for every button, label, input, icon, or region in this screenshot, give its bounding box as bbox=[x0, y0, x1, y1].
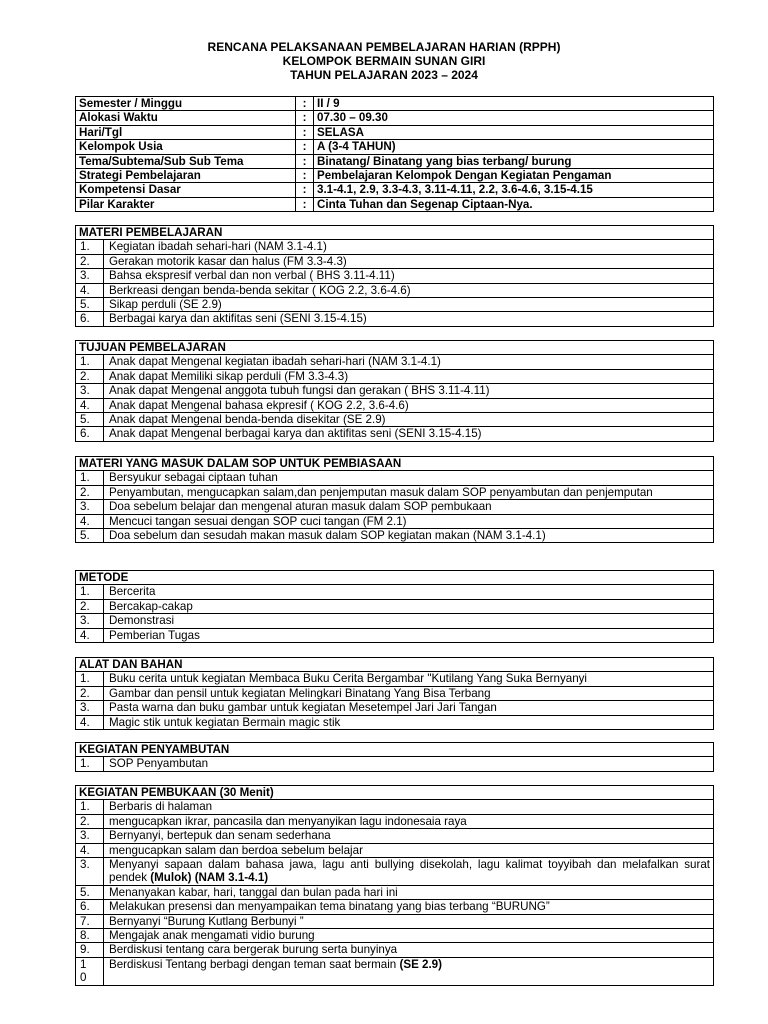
item-text: Menanyakan kabar, hari, tanggal dan bulan pada hari ini bbox=[109, 885, 398, 899]
list-item bbox=[76, 686, 714, 700]
list-item bbox=[76, 312, 714, 326]
list-item bbox=[76, 628, 714, 642]
item-number: 5. bbox=[76, 885, 104, 899]
item-text-cell bbox=[104, 900, 714, 914]
info-colon: : bbox=[296, 111, 314, 125]
item-text: Bersyukur sebagai ciptaan tuhan bbox=[109, 471, 278, 485]
item-number: 6. bbox=[76, 312, 104, 326]
item-text: Bernyanyi, bertepuk dan senam sederhana bbox=[109, 829, 331, 843]
item-text: SOP Penyambutan bbox=[109, 757, 209, 771]
item-text-cell bbox=[104, 800, 714, 814]
sop-table bbox=[75, 456, 714, 543]
list-item bbox=[76, 355, 714, 369]
item-text-cell bbox=[104, 715, 714, 729]
info-label: Alokasi Waktu bbox=[76, 111, 296, 125]
item-text: Sikap perduli (SE 2.9) bbox=[109, 298, 222, 312]
list-item bbox=[76, 369, 714, 383]
item-text: Berkreasi dengan benda-benda sekitar ( KOG 2.2, 3.6-4.6) bbox=[109, 283, 411, 297]
item-text: Berdiskusi tentang cara bergerak burung serta bunyinya bbox=[109, 943, 398, 957]
item-text-cell bbox=[104, 885, 714, 899]
item-text-cell bbox=[104, 686, 714, 700]
info-colon: : bbox=[296, 169, 314, 183]
item-text: Pemberian Tugas bbox=[109, 628, 200, 642]
info-value: 3.1-4.1, 2.9, 3.3-4.3, 3.11-4.11, 2.2, 3.6-4.6, 3.15-4.15 bbox=[314, 183, 714, 197]
item-number: 5. bbox=[76, 529, 104, 543]
item-number: 2. bbox=[76, 254, 104, 268]
item-text: Demonstrasi bbox=[109, 614, 175, 628]
list-item bbox=[76, 757, 714, 771]
list-item bbox=[76, 599, 714, 613]
item-text: Bernyanyi “Burung Kutlang Berbunyi ” bbox=[109, 914, 304, 928]
item-text-cell bbox=[104, 312, 714, 326]
list-item bbox=[76, 514, 714, 528]
item-text-cell bbox=[104, 858, 714, 886]
info-label: Semester / Minggu bbox=[76, 97, 296, 111]
alat-table bbox=[75, 657, 714, 730]
item-text-cell bbox=[104, 701, 714, 715]
info-row bbox=[76, 197, 714, 211]
list-item bbox=[76, 398, 714, 412]
item-number: 2. bbox=[76, 599, 104, 613]
item-number: 1. bbox=[76, 471, 104, 485]
item-code: (SE 2.9) bbox=[399, 957, 442, 971]
item-number: 8. bbox=[76, 929, 104, 943]
item-text: Berdiskusi Tentang berbagi dengan teman saat bermain bbox=[109, 957, 400, 971]
info-row bbox=[76, 97, 714, 111]
document-header bbox=[0, 40, 768, 82]
penyambutan-table bbox=[75, 742, 714, 772]
item-text-cell bbox=[104, 672, 714, 686]
info-row bbox=[76, 183, 714, 197]
item-text: Mencuci tangan sesuai dengan SOP cuci tangan (FM 2.1) bbox=[109, 514, 407, 528]
item-text: Doa sebelum belajar dan mengenal aturan masuk dalam SOP pembukaan bbox=[109, 500, 492, 514]
item-text-cell bbox=[104, 398, 714, 412]
list-item bbox=[76, 943, 714, 957]
penyambutan-title: KEGIATAN PENYAMBUTAN bbox=[76, 743, 714, 757]
item-number: 4. bbox=[76, 398, 104, 412]
list-item bbox=[76, 957, 714, 985]
item-number: 4. bbox=[76, 843, 104, 857]
item-number: 4. bbox=[76, 715, 104, 729]
item-text-cell bbox=[104, 298, 714, 312]
header-year: TAHUN PELAJARAN 2023 – 2024 bbox=[290, 68, 478, 82]
info-label: Pilar Karakter bbox=[76, 197, 296, 211]
item-text-cell bbox=[104, 427, 714, 441]
list-item bbox=[76, 929, 714, 943]
info-value: Cinta Tuhan dan Segenap Ciptaan-Nya. bbox=[314, 197, 714, 211]
list-item bbox=[76, 715, 714, 729]
item-text: Penyambutan, mengucapkan salam,dan penjemputan masuk dalam SOP penyambutan dan penjemputan bbox=[109, 485, 653, 499]
item-text: Gerakan motorik kasar dan halus (FM 3.3-4.3) bbox=[109, 254, 347, 268]
item-number: 2. bbox=[76, 814, 104, 828]
item-number: 5. bbox=[76, 413, 104, 427]
item-text-cell bbox=[104, 943, 714, 957]
list-item bbox=[76, 384, 714, 398]
item-number: 3. bbox=[76, 829, 104, 843]
item-number: 9. bbox=[76, 943, 104, 957]
item-code: (Mulok) (NAM 3.1-4.1) bbox=[150, 871, 269, 885]
list-item bbox=[76, 500, 714, 514]
info-value: A (3-4 TAHUN) bbox=[314, 140, 714, 154]
item-text: Gambar dan pensil untuk kegiatan Melingkari Binatang Yang Bisa Terbang bbox=[109, 686, 491, 700]
info-colon: : bbox=[296, 140, 314, 154]
item-text-cell bbox=[104, 843, 714, 857]
item-text-cell bbox=[104, 283, 714, 297]
metode-title: METODE bbox=[76, 571, 714, 585]
list-item bbox=[76, 900, 714, 914]
item-text-cell bbox=[104, 929, 714, 943]
item-text-cell bbox=[104, 957, 714, 985]
item-text-cell bbox=[104, 384, 714, 398]
item-number: 2. bbox=[76, 485, 104, 499]
item-text: Anak dapat Mengenal anggota tubuh fungsi dan gerakan ( BHS 3.11-4.11) bbox=[109, 384, 490, 398]
info-row bbox=[76, 154, 714, 168]
info-colon: : bbox=[296, 154, 314, 168]
materi-table bbox=[75, 225, 714, 327]
pembukaan-title: KEGIATAN PEMBUKAAN (30 Menit) bbox=[76, 786, 714, 800]
item-text-cell bbox=[104, 269, 714, 283]
item-text: Bercerita bbox=[109, 585, 156, 599]
item-text: Menyanyi sapaan dalam bahasa jawa, lagu anti bullying disekolah, lagu kalimat toyyibah dan melafalkan surat pendek bbox=[109, 858, 710, 885]
item-number: 1. bbox=[76, 672, 104, 686]
info-colon: : bbox=[296, 197, 314, 211]
item-text-cell bbox=[104, 413, 714, 427]
item-text-cell bbox=[104, 829, 714, 843]
item-text: Magic stik untuk kegiatan Bermain magic stik bbox=[109, 715, 341, 729]
list-item bbox=[76, 585, 714, 599]
item-text-cell bbox=[104, 814, 714, 828]
item-number: 3. bbox=[76, 384, 104, 398]
header-title: RENCANA PELAKSANAAN PEMBELAJARAN HARIAN (RPPH) bbox=[207, 40, 561, 54]
item-number: 4. bbox=[76, 514, 104, 528]
pembukaan-table bbox=[75, 785, 714, 986]
list-item bbox=[76, 885, 714, 899]
item-text: mengucapkan ikrar, pancasila dan menyanyikan lagu indonesaia raya bbox=[109, 814, 467, 828]
item-number: 1. bbox=[76, 355, 104, 369]
list-item bbox=[76, 254, 714, 268]
item-number: 3. bbox=[76, 858, 104, 886]
list-item bbox=[76, 829, 714, 843]
item-number: 2. bbox=[76, 369, 104, 383]
list-item bbox=[76, 614, 714, 628]
item-text-cell bbox=[104, 757, 714, 771]
item-number: 6. bbox=[76, 427, 104, 441]
list-item bbox=[76, 843, 714, 857]
info-row bbox=[76, 140, 714, 154]
list-item bbox=[76, 814, 714, 828]
item-text-cell bbox=[104, 529, 714, 543]
list-item bbox=[76, 298, 714, 312]
item-text: Doa sebelum dan sesudah makan masuk dalam SOP kegiatan makan (NAM 3.1-4.1) bbox=[109, 529, 546, 543]
header-school: KELOMPOK BERMAIN SUNAN GIRI bbox=[282, 54, 486, 68]
list-item bbox=[76, 269, 714, 283]
item-text-cell bbox=[104, 500, 714, 514]
info-label: Kelompok Usia bbox=[76, 140, 296, 154]
item-number: 4. bbox=[76, 628, 104, 642]
item-text-cell bbox=[104, 585, 714, 599]
item-text-cell bbox=[104, 240, 714, 254]
info-value: SELASA bbox=[314, 125, 714, 139]
item-text: Pasta warna dan buku gambar untuk kegiatan Mesetempel Jari Jari Tangan bbox=[109, 701, 497, 715]
list-item bbox=[76, 471, 714, 485]
item-number: 7. bbox=[76, 914, 104, 928]
info-row bbox=[76, 169, 714, 183]
item-text-cell bbox=[104, 628, 714, 642]
alat-title: ALAT DAN BAHAN bbox=[76, 658, 714, 672]
info-colon: : bbox=[296, 183, 314, 197]
info-table bbox=[75, 96, 714, 212]
info-row bbox=[76, 111, 714, 125]
item-number: 3. bbox=[76, 269, 104, 283]
item-text: Bahsa ekspresif verbal dan non verbal ( BHS 3.11-4.11) bbox=[109, 269, 395, 283]
item-text: Bercakap-cakap bbox=[109, 599, 193, 613]
list-item bbox=[76, 283, 714, 297]
info-value: Pembelajaran Kelompok Dengan Kegiatan Pengaman bbox=[314, 169, 714, 183]
item-number: 3. bbox=[76, 500, 104, 514]
item-number: 4. bbox=[76, 283, 104, 297]
item-number: 6. bbox=[76, 900, 104, 914]
list-item bbox=[76, 240, 714, 254]
list-item bbox=[76, 914, 714, 928]
item-text-cell bbox=[104, 369, 714, 383]
item-number: 1. bbox=[76, 800, 104, 814]
item-number: 1. bbox=[76, 240, 104, 254]
item-text-cell bbox=[104, 599, 714, 613]
info-value: 07.30 – 09.30 bbox=[314, 111, 714, 125]
item-text: Mengajak anak mengamati vidio burung bbox=[109, 929, 315, 943]
info-label: Strategi Pembelajaran bbox=[76, 169, 296, 183]
item-text: Kegiatan ibadah sehari-hari (NAM 3.1-4.1) bbox=[109, 240, 327, 254]
item-text: Berbagai karya dan aktifitas seni (SENI 3.15-4.15) bbox=[109, 312, 367, 326]
item-text-cell bbox=[104, 471, 714, 485]
list-item bbox=[76, 413, 714, 427]
item-number: 2. bbox=[76, 686, 104, 700]
item-number: 3. bbox=[76, 614, 104, 628]
item-text-cell bbox=[104, 355, 714, 369]
metode-table bbox=[75, 570, 714, 643]
item-number: 5. bbox=[76, 298, 104, 312]
item-text: Buku cerita untuk kegiatan Membaca Buku Cerita Bergambar "Kutilang Yang Suka Bernyanyi bbox=[109, 672, 588, 686]
item-text-cell bbox=[104, 514, 714, 528]
item-text-cell bbox=[104, 254, 714, 268]
item-text-cell bbox=[104, 614, 714, 628]
info-colon: : bbox=[296, 125, 314, 139]
item-number: 3. bbox=[76, 701, 104, 715]
item-text: Melakukan presensi dan menyampaikan tema binatang yang bias terbang “BURUNG” bbox=[109, 900, 550, 914]
item-text-cell bbox=[104, 485, 714, 499]
item-number: 1. bbox=[76, 585, 104, 599]
info-value: II / 9 bbox=[314, 97, 714, 111]
item-text: Anak dapat Memiliki sikap perduli (FM 3.3-4.3) bbox=[109, 369, 349, 383]
list-item bbox=[76, 529, 714, 543]
item-text-cell bbox=[104, 914, 714, 928]
info-value: Binatang/ Binatang yang bias terbang/ burung bbox=[314, 154, 714, 168]
item-text: Berbaris di halaman bbox=[109, 800, 213, 814]
list-item bbox=[76, 800, 714, 814]
info-label: Tema/Subtema/Sub Sub Tema bbox=[76, 154, 296, 168]
list-item bbox=[76, 701, 714, 715]
list-item bbox=[76, 672, 714, 686]
list-item bbox=[76, 485, 714, 499]
list-item bbox=[76, 427, 714, 441]
info-row bbox=[76, 125, 714, 139]
item-text: Anak dapat Mengenal berbagai karya dan aktifitas seni (SENI 3.15-4.15) bbox=[109, 427, 482, 441]
info-label: Kompetensi Dasar bbox=[76, 183, 296, 197]
item-text: mengucapkan salam dan berdoa sebelum belajar bbox=[109, 843, 363, 857]
info-colon: : bbox=[296, 97, 314, 111]
list-item bbox=[76, 858, 714, 886]
item-text: Anak dapat Mengenal benda-benda disekitar (SE 2.9) bbox=[109, 413, 386, 427]
item-number: 1. bbox=[76, 757, 104, 771]
tujuan-title: TUJUAN PEMBELAJARAN bbox=[76, 341, 714, 355]
item-text: Anak dapat Mengenal kegiatan ibadah sehari-hari (NAM 3.1-4.1) bbox=[109, 355, 441, 369]
item-text: Anak dapat Mengenal bahasa ekpresif ( KOG 2.2, 3.6-4.6) bbox=[109, 398, 409, 412]
tujuan-table bbox=[75, 340, 714, 442]
info-label: Hari/Tgl bbox=[76, 125, 296, 139]
materi-title: MATERI PEMBELAJARAN bbox=[76, 226, 714, 240]
sop-title: MATERI YANG MASUK DALAM SOP UNTUK PEMBIASAAN bbox=[76, 457, 714, 471]
item-number: 1 0 bbox=[76, 957, 104, 985]
